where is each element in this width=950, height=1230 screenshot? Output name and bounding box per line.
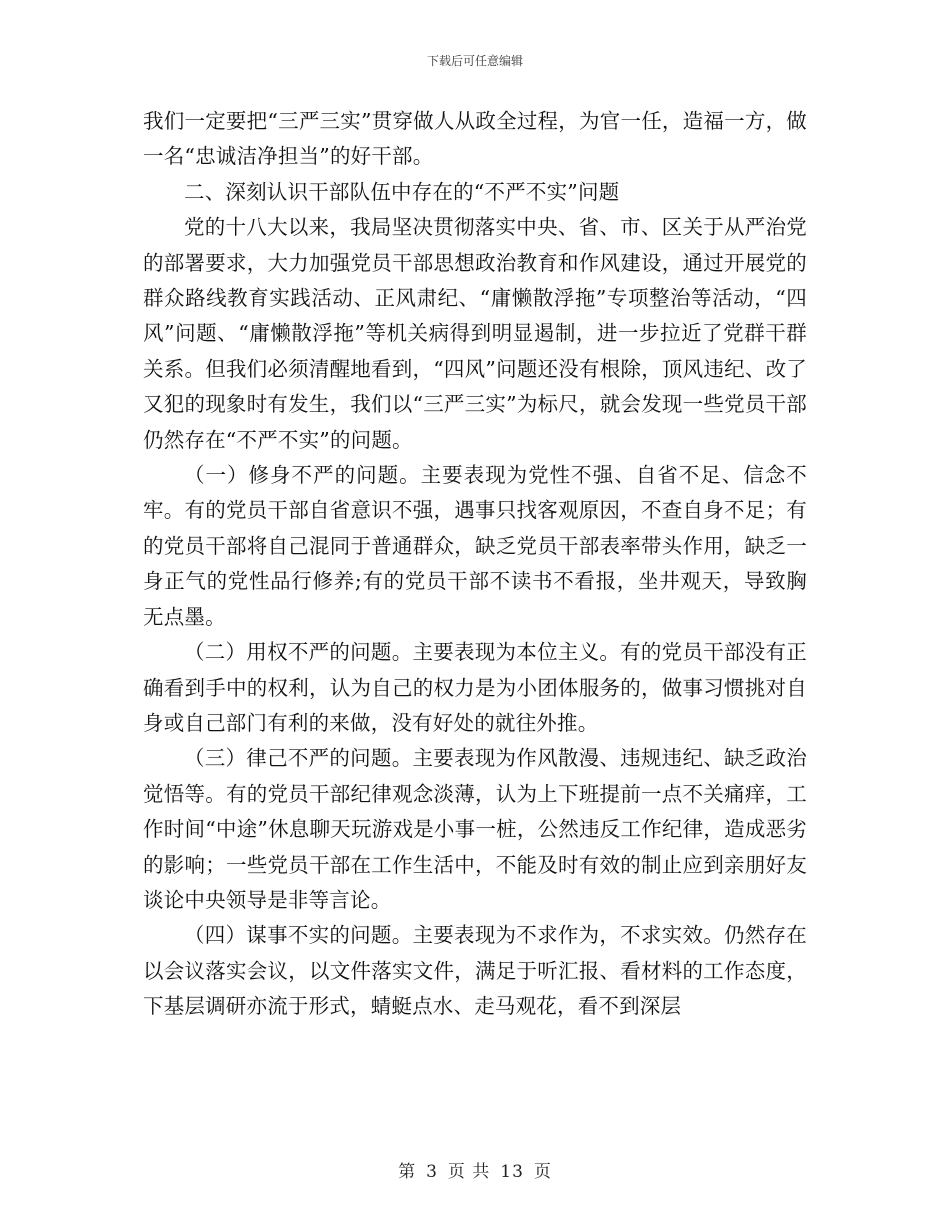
- total-page-count: 13: [500, 1162, 524, 1182]
- paragraph-item-1: （一）修身不严的问题。主要表现为党性不强、自省不足、信念不牢。有的党员干部自省意识不强，遇事只找客观原因，不查自身不足；有的党员干部将自己混同于普通群众，缺乏党员干部表率带头作用，缺乏一身正气的党性品行修养;有的党员干部不读书不看报，坐井观天，导致胸无点墨。: [143, 463, 807, 629]
- paragraph-intro: 党的十八大以来，我局坚决贯彻落实中央、省、市、区关于从严治党的部署要求，大力加强党员干部思想政治教育和作风建设，通过开展党的群众路线教育实践活动、正风肃纪、“庸懒散浮拖”专项整治等活动，“四风”问题、“庸懒散浮拖”等机关病得到明显遏制，进一步拉近了党群干群关系。但我们必须清醒地看到，“四风”问题还没有根除，顶风违纪、改了又犯的现象时有发生，我们以“三严三实”为标尺，就会发现一些党员干部仍然存在“不严不实”的问题。: [143, 215, 807, 452]
- footer-prefix: 第: [398, 1162, 417, 1182]
- section-heading: 二、深刻认识干部队伍中存在的“不严不实”问题: [184, 179, 620, 204]
- footer-middle: 页 共: [447, 1162, 491, 1182]
- page-header: 下载后可任意编辑: [426, 54, 523, 68]
- document-body: [143, 104, 807, 1025]
- footer-suffix: 页: [533, 1162, 552, 1182]
- paragraph-continuation: 我们一定要把“三严三实”贯穿做人从政全过程，为官一任，造福一方，做一名“忠诚洁净担当”的好干部。: [143, 109, 807, 169]
- page-footer: [0, 1157, 950, 1182]
- paragraph-item-4: （四）谋事不实的问题。主要表现为不求作为，不求实效。仍然存在以会议落实会议，以文件落实文件，满足于听汇报、看材料的工作态度，下基层调研亦流于形式，蜻蜓点水、走马观花，看不到深层: [143, 923, 807, 1019]
- paragraph-item-2: （二）用权不严的问题。主要表现为本位主义。有的党员干部没有正确看到手中的权利，认为自己的权力是为小团体服务的，做事习惯挑对自身或自己部门有利的来做，没有好处的就往外推。: [143, 640, 807, 735]
- paragraph-item-3: （三）律己不严的问题。主要表现为作风散漫、违规违纪、缺乏政治觉悟等。有的党员干部纪律观念淡薄，认为上下班提前一点不关痛痒，工作时间“中途”休息聊天玩游戏是小事一桩，公然违反工作纪律，造成恶劣的影响；一些党员干部在工作生活中，不能及时有效的制止应到亲朋好友谈论中央领导是非等言论。: [143, 746, 807, 912]
- current-page-number: 3: [426, 1162, 438, 1182]
